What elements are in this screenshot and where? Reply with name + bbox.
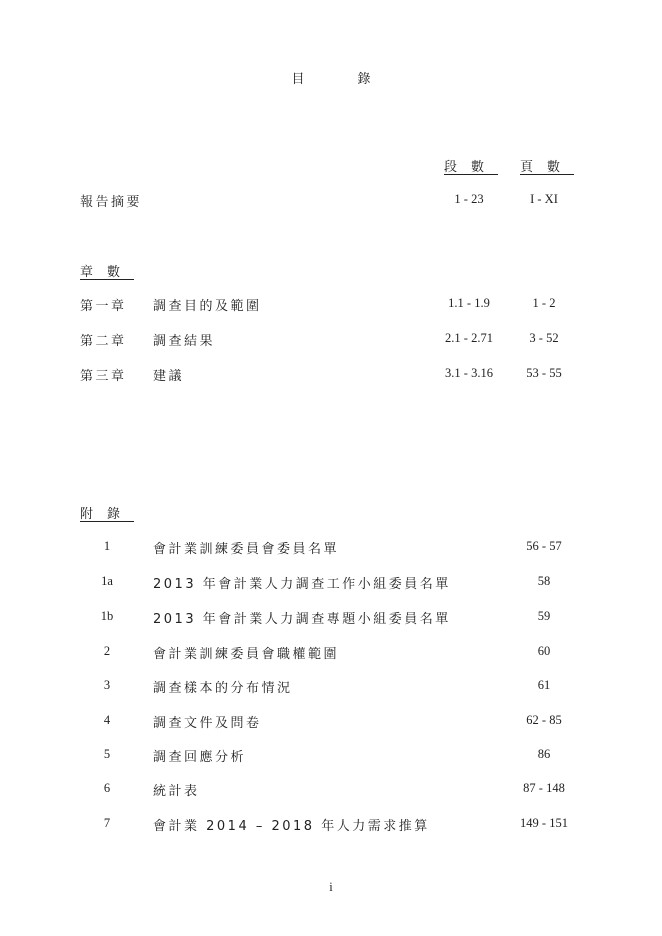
- appendix-title: 統計表: [153, 784, 200, 799]
- appendix-title: 調查樣本的分布情況: [153, 681, 293, 696]
- appendix-heading: 附錄: [80, 507, 135, 522]
- summary-label: 報告摘要: [80, 195, 143, 210]
- summary-pages: I - XI: [530, 192, 558, 206]
- appendix-pages: 60: [537, 644, 551, 658]
- appendix-index: 1a: [101, 574, 113, 588]
- appendix-title: 會計業 2014 – 2018 年人力需求推算: [153, 819, 430, 834]
- appendix-title: 2013 年會計業人力調查專題小組委員名單: [153, 612, 451, 627]
- chapter-paragraphs: 1.1 - 1.9: [448, 296, 490, 310]
- page-number: i: [329, 880, 333, 894]
- appendix-index: 2: [103, 644, 111, 658]
- appendix-pages: 56 - 57: [526, 539, 562, 553]
- appendix-index: 7: [103, 816, 111, 830]
- appendix-pages: 59: [537, 609, 551, 623]
- appendix-pages: 149 - 151: [520, 816, 568, 830]
- appendix-pages: 87 - 148: [523, 781, 565, 795]
- chapter-number: 第三章: [80, 369, 127, 384]
- appendix-title: 會計業訓練委員會委員名單: [153, 542, 340, 557]
- appendix-title: 會計業訓練委員會職權範圍: [153, 647, 340, 662]
- header-paragraphs: 段數: [444, 160, 499, 175]
- chapter-title: 調查結果: [153, 334, 216, 349]
- appendix-pages: 58: [537, 574, 551, 588]
- chapter-number: 第二章: [80, 334, 127, 349]
- header-pages: 頁數: [520, 160, 575, 175]
- appendix-index: 1: [103, 539, 111, 553]
- chapter-title: 建議: [153, 369, 185, 384]
- chapter-pages: 3 - 52: [529, 331, 559, 345]
- chapter-number: 第一章: [80, 299, 127, 314]
- appendix-index: 1b: [100, 609, 114, 623]
- appendix-pages: 62 - 85: [526, 713, 562, 727]
- appendix-pages: 86: [537, 747, 551, 761]
- appendix-index: 5: [103, 747, 111, 761]
- chapters-heading: 章數: [80, 265, 135, 280]
- chapter-title: 調查目的及範圍: [153, 299, 262, 314]
- chapter-paragraphs: 3.1 - 3.16: [445, 366, 493, 380]
- appendix-title: 2013 年會計業人力調查工作小組委員名單: [153, 577, 451, 592]
- appendix-title: 調查回應分析: [153, 750, 247, 765]
- chapter-pages: 53 - 55: [526, 366, 562, 380]
- chapter-pages: 1 - 2: [532, 296, 556, 310]
- appendix-index: 3: [103, 678, 111, 692]
- summary-paragraphs: 1 - 23: [454, 192, 484, 206]
- appendix-title: 調查文件及問卷: [153, 716, 262, 731]
- appendix-index: 4: [103, 713, 111, 727]
- appendix-index: 6: [103, 781, 111, 795]
- appendix-pages: 61: [537, 678, 551, 692]
- page-title: 目 錄: [291, 72, 391, 87]
- chapter-paragraphs: 2.1 - 2.71: [445, 331, 493, 345]
